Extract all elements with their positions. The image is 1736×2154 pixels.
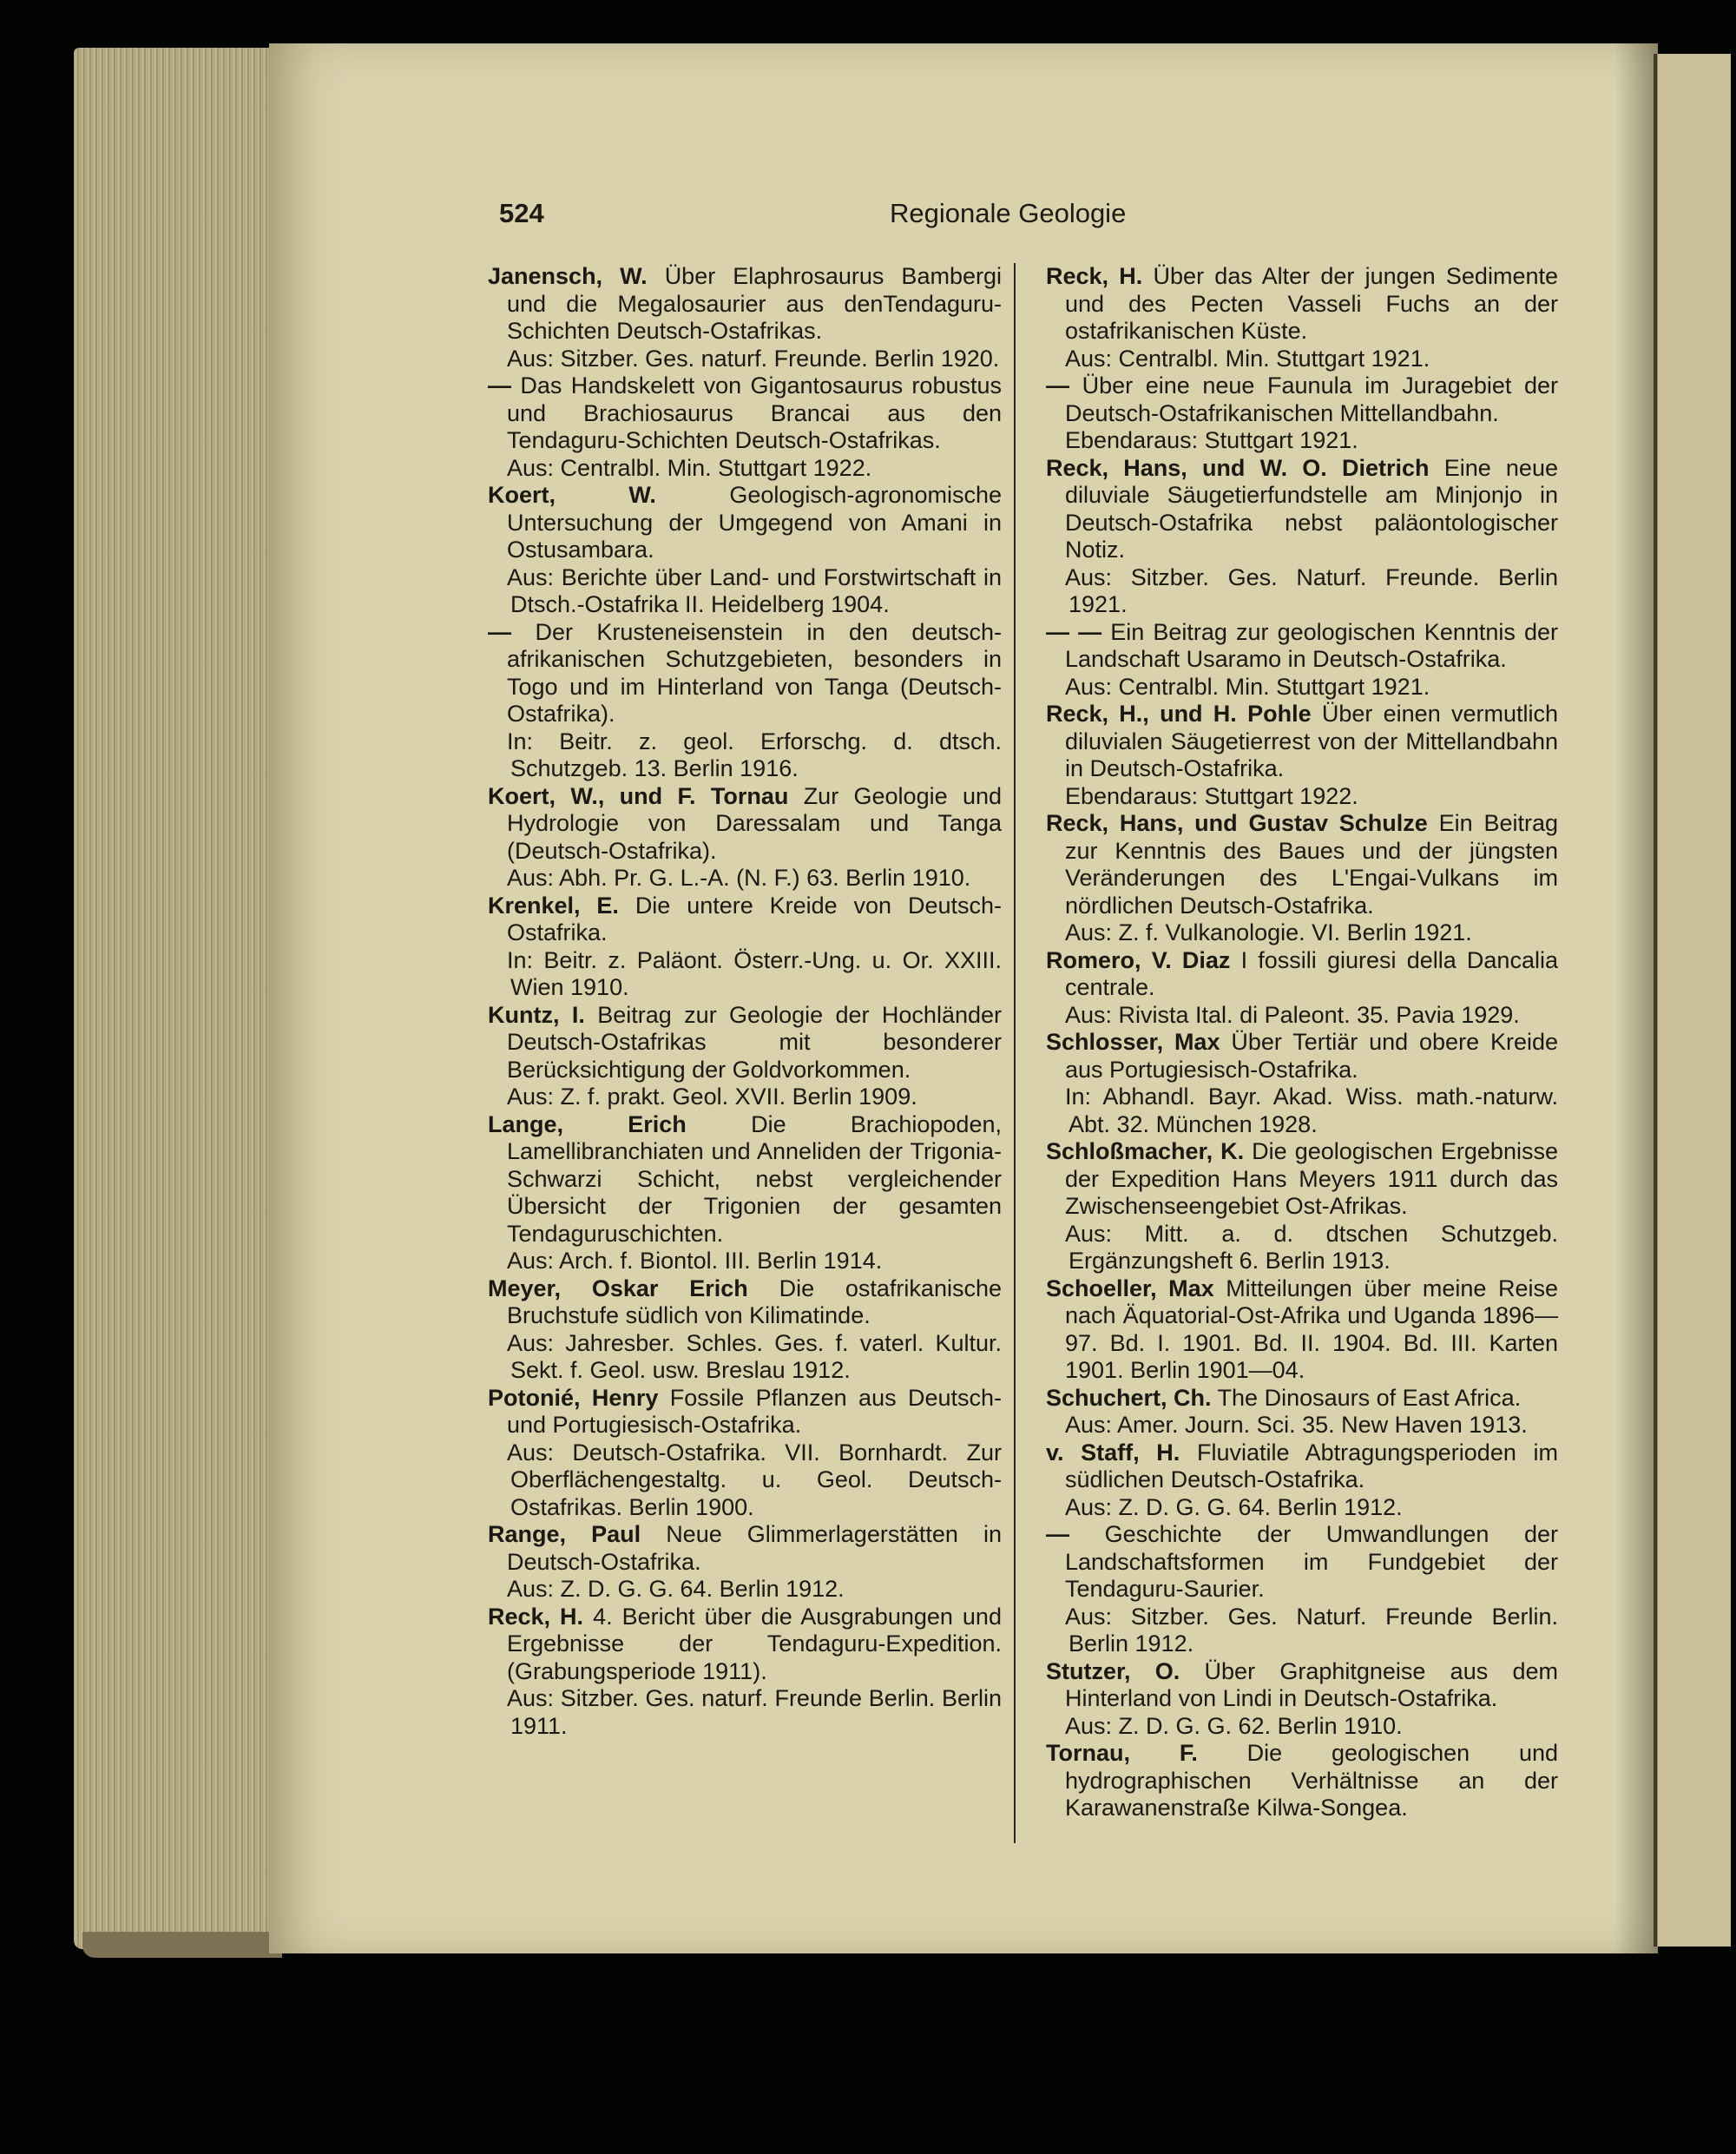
- entry-title: Über eine neue Faunula im Juragebiet der Deutsch-Ostafrikanischen Mittellandbahn.: [1065, 372, 1558, 426]
- bibliography-entry: [1046, 619, 1558, 702]
- bibliography-entry: [1046, 455, 1558, 619]
- entry-source: Aus: Jahresber. Schles. Ges. f. vaterl. Kultur. Sekt. f. Geol. usw. Breslau 1912.: [507, 1329, 1002, 1383]
- bibliography-entry: [488, 1002, 1002, 1111]
- entry-citation: [488, 619, 1002, 728]
- entry-title: Geschichte der Umwandlungen der Landschaftsformen im Fundgebiet der Tendaguru-Saurier.: [1065, 1521, 1558, 1602]
- entry-author: Meyer, Oskar Erich: [488, 1275, 748, 1301]
- entry-title: Die geologischen Ergebnisse der Expedition Hans Meyers 1911 durch das Zwischenseengebiet Ost-Afrikas.: [1065, 1138, 1558, 1219]
- entry-citation: [1046, 1029, 1558, 1084]
- bibliography-entry: [488, 1111, 1002, 1275]
- entry-citation: [488, 1002, 1002, 1084]
- entry-author: Janensch, W.: [488, 263, 648, 289]
- bibliography-entry: [1046, 810, 1558, 947]
- entry-source: Aus: Z. f. Vulkanologie. VI. Berlin 1921.: [1065, 919, 1472, 945]
- bibliography-entry: [1046, 1385, 1558, 1439]
- bibliography-entry: [488, 1275, 1002, 1385]
- entry-author: Krenkel, E.: [488, 892, 619, 919]
- entry-title: Ein Beitrag zur geologischen Kenntnis der Landschaft Usaramo in Deutsch-Ostafrika.: [1065, 618, 1558, 672]
- entry-title: Über das Alter der jungen Sedimente und des Pecten Vasseli Fuchs an der ostafrikanischen Küste.: [1065, 263, 1558, 344]
- bibliography-entry: [1046, 1658, 1558, 1741]
- entry-author: v. Staff, H.: [1046, 1439, 1180, 1466]
- entry-source: Aus: Sitzber. Ges. naturf. Freunde. Berlin 1920.: [507, 345, 1000, 372]
- entry-citation: [1046, 263, 1558, 346]
- bibliography-entry: [1046, 1439, 1558, 1522]
- entry-title: Über Elaphrosaurus Bambergi und die Megalosaurier aus denTendaguru-Schichten Deutsch-Ostafrikas.: [507, 263, 1002, 344]
- entry-author: Schloßmacher, K.: [1046, 1138, 1245, 1164]
- bibliography-entry: [488, 482, 1002, 619]
- entry-citation: [1046, 455, 1558, 564]
- entry-citation: [1046, 1138, 1558, 1221]
- entry-source: In: Beitr. z. geol. Erforschg. d. dtsch. Schutzgeb. 13. Berlin 1916.: [507, 728, 1002, 781]
- entry-author: —: [1046, 1521, 1069, 1547]
- next-page-edge: [1654, 54, 1731, 1947]
- entry-source: Aus: Centralbl. Min. Stuttgart 1921.: [1065, 673, 1430, 700]
- entry-citation: [488, 893, 1002, 947]
- entry-citation: [488, 372, 1002, 455]
- entry-source: Ebendaraus: Stuttgart 1922.: [1065, 782, 1358, 809]
- entry-author: Reck, Hans, und W. O. Dietrich: [1046, 454, 1430, 481]
- entry-author: Tornau, F.: [1046, 1740, 1198, 1766]
- bibliography-entry: [488, 619, 1002, 783]
- entry-author: Koert, W., und F. Tornau: [488, 782, 789, 809]
- entry-author: Potonié, Henry: [488, 1384, 659, 1411]
- entry-source: Aus: Deutsch-Ostafrika. VII. Bornhardt. Zur Oberflächengestaltg. u. Geol. Deutsch-Ostafrikas. Berlin 1900.: [507, 1439, 1002, 1520]
- entry-author: Reck, H., und H. Pohle: [1046, 701, 1312, 727]
- book-cover-bottom: [82, 1932, 282, 1958]
- bibliography-entry: [1046, 1138, 1558, 1275]
- entry-title: Das Handskelett von Gigantosaurus robustus und Brachiosaurus Brancai aus den Tendaguru-Schichten Deutsch-Ostafrikas.: [507, 372, 1002, 453]
- bibliography-entry: [488, 1604, 1002, 1741]
- entry-title: Zur Geologie und Hydrologie von Daressalam und Tanga (Deutsch-Ostafrika).: [507, 782, 1002, 864]
- bibliography-entry: [1046, 1740, 1558, 1822]
- bibliography-entry: [488, 372, 1002, 482]
- page-number: 524: [499, 198, 544, 228]
- running-head: [499, 198, 1127, 240]
- bibliography-entry: [1046, 263, 1558, 372]
- entry-title: Über Graphitgneise aus dem Hinterland von Lindi in Deutsch-Ostafrika.: [1065, 1657, 1558, 1711]
- entry-citation: [488, 1111, 1002, 1248]
- entry-source: In: Abhandl. Bayr. Akad. Wiss. math.-naturw. Abt. 32. München 1928.: [1065, 1084, 1558, 1137]
- entry-source: Aus: Z. D. G. G. 64. Berlin 1912.: [507, 1576, 845, 1602]
- entry-author: — —: [1046, 618, 1102, 645]
- entry-citation: [1046, 947, 1558, 1002]
- entry-author: Romero, V. Diaz: [1046, 946, 1231, 973]
- entry-citation: [488, 1275, 1002, 1330]
- bibliography-entry: [488, 263, 1002, 372]
- entry-title: Die geologischen und hydrographischen Verhältnisse an der Karawanenstraße Kilwa-Songea.: [1065, 1740, 1558, 1821]
- entry-source: Aus: Sitzber. Ges. Naturf. Freunde. Berlin 1921.: [1065, 563, 1558, 617]
- entry-title: Beitrag zur Geologie der Hochländer Deutsch-Ostafrikas mit besonderer Berücksichtigung der Goldvorkommen.: [507, 1001, 1002, 1083]
- entry-citation: [1046, 372, 1558, 427]
- entry-citation: [1046, 619, 1558, 674]
- entry-author: Kuntz, I.: [488, 1001, 585, 1028]
- entry-source: Aus: Z. f. prakt. Geol. XVII. Berlin 1909.: [507, 1084, 917, 1110]
- entry-author: —: [1046, 372, 1069, 399]
- bibliography-entry: [488, 893, 1002, 1002]
- entry-source: Ebendaraus: Stuttgart 1921.: [1065, 427, 1358, 453]
- entry-source: Aus: Centralbl. Min. Stuttgart 1922.: [507, 454, 872, 481]
- entry-author: —: [488, 372, 511, 399]
- entry-citation: [1046, 701, 1558, 783]
- entry-source: Aus: Abh. Pr. G. L.-A. (N. F.) 63. Berlin 1910.: [507, 865, 971, 891]
- bibliography-entry: [488, 1385, 1002, 1522]
- column-divider: [1014, 263, 1016, 1843]
- entry-title: Fossile Pflanzen aus Deutsch- und Portugiesisch-Ostafrika.: [507, 1384, 1002, 1438]
- entry-title: I fossili giuresi della Dancalia centrale.: [1065, 946, 1558, 1000]
- entry-author: Reck, H.: [488, 1603, 584, 1630]
- entry-title: Über einen vermutlich diluvialen Säugetierrest von der Mittellandbahn in Deutsch-Ostafrika.: [1065, 701, 1558, 781]
- entry-title: Der Krusteneisenstein in den deutsch-afrikanischen Schutzgebieten, besonders in Togo und im Hinterland von Tanga (Deutsch-Ostafrika).: [507, 618, 1002, 727]
- entry-author: Reck, Hans, und Gustav Schulze: [1046, 810, 1428, 836]
- entry-source: Aus: Sitzber. Ges. Naturf. Freunde Berlin. Berlin 1912.: [1065, 1603, 1558, 1657]
- entry-title: Die untere Kreide von Deutsch-Ostafrika.: [507, 892, 1002, 945]
- entry-citation: [1046, 810, 1558, 919]
- entry-author: Schoeller, Max: [1046, 1275, 1214, 1301]
- entry-citation: [1046, 1439, 1558, 1494]
- entry-title: Neue Glimmerlagerstätten in Deutsch-Ostafrika.: [507, 1521, 1002, 1575]
- entry-title: Eine neue diluviale Säugetierfundstelle am Minjonjo in Deutsch-Ostafrika nebst paläontologischer Notiz.: [1065, 454, 1558, 563]
- entry-source: Aus: Amer. Journ. Sci. 35. New Haven 1913.: [1065, 1412, 1528, 1438]
- entry-source: Aus: Sitzber. Ges. naturf. Freunde Berlin. Berlin 1911.: [507, 1685, 1002, 1739]
- bibliography-entry: [1046, 1275, 1558, 1385]
- entry-source: Aus: Centralbl. Min. Stuttgart 1921.: [1065, 345, 1430, 372]
- entry-author: Reck, H.: [1046, 263, 1143, 289]
- entry-citation: [488, 1604, 1002, 1686]
- entry-source: Aus: Arch. f. Biontol. III. Berlin 1914.: [507, 1248, 883, 1274]
- entry-citation: [1046, 1385, 1558, 1413]
- entry-source: Aus: Berichte über Land- und Forstwirtschaft in Dtsch.-Ostafrika II. Heidelberg 1904.: [507, 563, 1002, 617]
- entry-author: Schlosser, Max: [1046, 1029, 1220, 1055]
- entry-citation: [488, 783, 1002, 866]
- bibliography-entry: [488, 783, 1002, 893]
- entry-author: Lange, Erich: [488, 1110, 687, 1137]
- entry-citation: [488, 1385, 1002, 1439]
- entry-source: In: Beitr. z. Paläont. Österr.-Ung. u. Or. XXIII. Wien 1910.: [507, 946, 1002, 1000]
- entry-citation: [488, 1521, 1002, 1576]
- entry-citation: [488, 482, 1002, 564]
- book-page-edges: [74, 48, 273, 1949]
- right-column: [1046, 263, 1558, 1822]
- entry-source: Aus: Rivista Ital. di Paleont. 35. Pavia 1929.: [1065, 1001, 1520, 1028]
- bibliography-entry: [1046, 701, 1558, 810]
- gutter-shadow: [1614, 43, 1658, 1953]
- entry-citation: [1046, 1658, 1558, 1713]
- bibliography-entry: [1046, 1029, 1558, 1138]
- entry-citation: [1046, 1740, 1558, 1822]
- entry-source: Aus: Z. D. G. G. 64. Berlin 1912.: [1065, 1493, 1403, 1520]
- left-column: [488, 263, 1002, 1740]
- entry-citation: [1046, 1521, 1558, 1604]
- entry-citation: [488, 263, 1002, 346]
- entry-title: The Dinosaurs of East Africa.: [1217, 1384, 1522, 1411]
- bibliography-entry: [1046, 1521, 1558, 1658]
- entry-title: Fluviatile Abtragungsperioden im südlichen Deutsch-Ostafrika.: [1065, 1439, 1558, 1492]
- entry-citation: [1046, 1275, 1558, 1385]
- bibliography-entry: [1046, 947, 1558, 1030]
- entry-author: —: [488, 618, 511, 645]
- entry-title: Über Tertiär und obere Kreide aus Portugiesisch-Ostafrika.: [1065, 1029, 1558, 1083]
- entry-author: Koert, W.: [488, 482, 656, 508]
- bibliography-entry: [488, 1521, 1002, 1604]
- entry-title: Die Brachiopoden, Lamellibranchiaten und Anneliden der Trigonia-Schwarzi Schicht, nebst vergleichender Übersicht der Trigonien der gesamten Tendaguruschichten.: [507, 1110, 1002, 1247]
- section-title: Regionale Geologie: [890, 198, 1127, 228]
- entry-source: Aus: Z. D. G. G. 62. Berlin 1910.: [1065, 1712, 1403, 1739]
- entry-source: Aus: Mitt. a. d. dtschen Schutzgeb. Ergänzungsheft 6. Berlin 1913.: [1065, 1220, 1558, 1274]
- entry-author: Range, Paul: [488, 1521, 641, 1547]
- entry-title: Ein Beitrag zur Kenntnis des Baues und der jüngsten Veränderungen des L'Engai-Vulkans im nördlichen Deutsch-Ostafrika.: [1065, 810, 1558, 919]
- entry-title: Geologisch-agronomische Untersuchung der Umgegend von Amani in Ostusambara.: [507, 482, 1002, 563]
- entry-title: Mitteilungen über meine Reise nach Äquatorial-Ost-Afrika und Uganda 1896—97. Bd. I. 1901. Bd. II. 1904. Bd. III. Karten 1901. Berlin 1901—04.: [1065, 1275, 1558, 1383]
- entry-author: Schuchert, Ch.: [1046, 1384, 1212, 1411]
- bibliography-entry: [1046, 372, 1558, 455]
- entry-author: Stutzer, O.: [1046, 1657, 1180, 1684]
- entry-title: Die ostafrikanische Bruchstufe südlich von Kilimatinde.: [507, 1275, 1002, 1328]
- entry-title: 4. Bericht über die Ausgrabungen und Ergebnisse der Tendaguru-Expedition. (Grabungsperiode 1911).: [507, 1603, 1002, 1684]
